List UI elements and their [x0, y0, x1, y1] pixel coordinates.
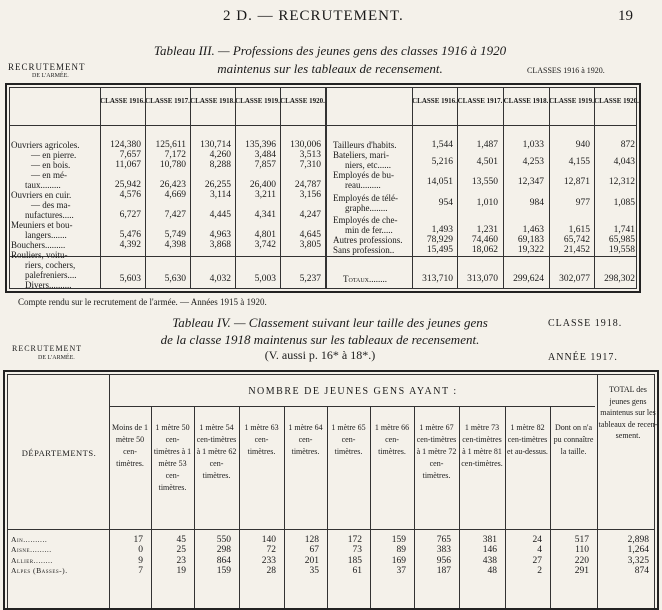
page-number: 19 — [618, 8, 633, 24]
t3-cell: 298,302 — [604, 274, 635, 284]
t3-cell: 313,710 — [422, 274, 453, 284]
t4-cell: 45 — [176, 535, 186, 545]
t4-cell: 19 — [176, 566, 186, 577]
t4-dept-name: Alpes (Basses-). — [11, 566, 68, 576]
t4-cell: 438 — [482, 555, 497, 566]
t3-cell: 7,172 — [164, 150, 186, 160]
t3-row-label: reau......... — [345, 180, 381, 190]
t3-left-label-sub: DE L'ARMÉE. — [32, 73, 69, 79]
t3-cell: 3,868 — [209, 240, 231, 250]
t4-col-header: 1 mètre 73 cen-timètres à 1 mètre 81 cen-timètres. — [461, 423, 503, 468]
t3-row-label: Bateliers, mari- — [333, 150, 389, 160]
t3-row-label: Tailleurs d'habits. — [333, 140, 397, 150]
t3-row-label: niers, etc...... — [345, 160, 391, 170]
t4-cell: 291 — [574, 566, 589, 577]
t3-col-header: CLASSE 1917. — [457, 97, 503, 105]
running-header — [0, 8, 662, 30]
t3-cell: 4,801 — [254, 230, 276, 240]
t4-cell: 3,325 — [627, 555, 649, 566]
t3-cell: 74,460 — [471, 235, 498, 245]
t3-cell: 4,963 — [209, 230, 231, 240]
t3-cell: 1,544 — [431, 140, 453, 150]
t3-cell: 4,645 — [299, 230, 321, 240]
t3-cell: 1,231 — [476, 225, 498, 235]
t4-dept-name: Allier........ — [11, 555, 53, 565]
t3-cell: 125,611 — [155, 140, 186, 150]
t4-cell: 17 — [133, 535, 143, 545]
t3-cell: 4,260 — [209, 150, 231, 160]
t3-source-note: Compte rendu sur le recrutement de l'armée. — Années 1915 à 1920. — [18, 297, 267, 307]
t3-cell: 5,237 — [299, 274, 321, 284]
t3-row-label: — en mé- — [31, 170, 67, 180]
t3-cell: 299,624 — [513, 274, 544, 284]
t3-cell: 11,067 — [115, 160, 141, 170]
t3-col-header: CLASSE 1920. — [280, 97, 325, 105]
t4-cell: 2 — [537, 566, 542, 577]
t3-cell: 4,247 — [299, 210, 321, 220]
t3-row-label: Ouvriers agricoles. — [11, 140, 80, 150]
t3-col-header: CLASSE 1917. — [145, 97, 190, 105]
t3-cell: 65,985 — [608, 235, 635, 245]
t4-cell: 146 — [482, 545, 497, 556]
t3-cell: 26,255 — [204, 180, 231, 190]
t4-left-label-sub: DE L'ARMÉE. — [38, 355, 75, 361]
t4-cell: 765 — [436, 535, 451, 545]
t3-cell: 7,657 — [119, 150, 141, 160]
t3-cell: 7,310 — [299, 160, 321, 170]
t3-col-header: CLASSE 1919. — [235, 97, 280, 105]
t4-col-header: 1 mètre 50 cen-timètres à 1 mètre 53 cen-timètres. — [153, 423, 192, 492]
t3-cell: 4,501 — [476, 157, 498, 167]
t3-cell: 984 — [529, 198, 544, 208]
t4-cell: 233 — [261, 555, 276, 566]
t3-cell: 19,322 — [517, 245, 544, 255]
t3-row-label: palefreniers.... — [25, 270, 77, 280]
t3-cell: 10,780 — [159, 160, 186, 170]
t3-cell: 135,396 — [245, 140, 276, 150]
t3-row-label: — des ma- — [31, 200, 71, 210]
t4-col-header: 1 mètre 63 cen-timètres. — [244, 423, 279, 456]
section-title: 2 D. — RECRUTEMENT. — [223, 8, 404, 24]
t4-col-header: 1 mètre 66 cen-timètres. — [374, 423, 410, 456]
t3-cell: 4,445 — [209, 210, 231, 220]
t3-totals-label: Totaux........ — [343, 274, 388, 284]
t3-cell: 5,749 — [164, 230, 186, 240]
t4-cell: 1,264 — [627, 545, 649, 556]
t3-cell: 1,741 — [613, 225, 635, 235]
t4-cell: 73 — [352, 545, 362, 556]
t3-cell: 1,033 — [522, 140, 544, 150]
t4-title-3: (V. aussi p. 16* à 18*.) — [264, 348, 376, 362]
t3-col-header: CLASSE 1916. — [412, 97, 457, 105]
t4-cell: 381 — [482, 535, 497, 545]
t4-cell: 956 — [436, 555, 451, 566]
t3-col-header: CLASSE 1916. — [100, 97, 145, 105]
t3-cell: 3,742 — [254, 240, 276, 250]
t4-cell: 25 — [176, 545, 186, 556]
t3-cell: 302,077 — [559, 274, 590, 284]
t4-cell: 4 — [537, 545, 542, 556]
t3-cell: 26,400 — [249, 180, 276, 190]
t3-cell: 4,155 — [568, 157, 590, 167]
t4-cell: 169 — [391, 555, 406, 566]
t3-cell: 8,288 — [209, 160, 231, 170]
t4-cell: 27 — [532, 555, 542, 566]
t4-cell: 383 — [436, 545, 451, 556]
t3-cell: 65,742 — [563, 235, 590, 245]
t4-cell: 172 — [347, 535, 362, 545]
t4-cell: 874 — [634, 566, 649, 577]
t4-col-header: 1 mètre 64 cen-timètres. — [288, 423, 323, 456]
t4-cell: 159 — [216, 566, 231, 577]
table-3 — [5, 83, 641, 293]
t3-cell: 3,114 — [209, 190, 231, 200]
t3-col-header: CLASSE 1919. — [549, 97, 594, 105]
t3-cell: 4,341 — [254, 210, 276, 220]
t3-cell: 12,871 — [563, 177, 590, 187]
t3-row-label: Autres professions. — [333, 235, 403, 245]
t3-cell: 124,380 — [110, 140, 141, 150]
t4-cell: 61 — [352, 566, 362, 577]
t3-cell: 6,727 — [119, 210, 141, 220]
t3-row-label: Rouliers, voitu- — [11, 250, 68, 260]
t3-title-2: maintenus sur les tableaux de recensement. — [217, 61, 443, 76]
t3-cell: 13,550 — [471, 177, 498, 187]
t4-cell: 550 — [216, 535, 231, 545]
t4-cell: 9 — [138, 555, 143, 566]
t4-cell: 28 — [266, 566, 276, 577]
t3-row-label: Employés de bu- — [333, 170, 394, 180]
t3-row-label: Divers.......... — [25, 280, 72, 290]
t3-row-label: Ouvriers en cuir. — [11, 190, 72, 200]
t3-row-label: graphe........ — [345, 203, 388, 213]
t3-cell: 4,253 — [522, 157, 544, 167]
t4-cell: 24 — [532, 535, 542, 545]
t4-col-header: Dont on n'a pu connaître la taille. — [553, 423, 594, 456]
t3-cell: 5,630 — [164, 274, 186, 284]
t3-row-label: Meuniers et bou- — [11, 220, 73, 230]
t3-cell: 872 — [620, 140, 635, 150]
t4-cell: 140 — [261, 535, 276, 545]
t3-cell: 940 — [575, 140, 590, 150]
t4-cell: 7 — [138, 566, 143, 577]
t4-right-label: CLASSE 1918. — [548, 318, 623, 329]
t3-cell: 1,085 — [613, 198, 635, 208]
t4-cell: 23 — [176, 555, 186, 566]
t4-cell: 185 — [347, 555, 362, 566]
t3-cell: 4,576 — [119, 190, 141, 200]
t4-total-header: TOTAL des jeunes gens maintenus sur les tableaux de recen-sement. — [598, 385, 658, 440]
t3-cell: 5,603 — [119, 274, 141, 284]
t3-cell: 25,942 — [114, 180, 141, 190]
t3-left-label: RECRUTEMENT — [8, 62, 86, 72]
t3-row-label: taux......... — [25, 180, 61, 190]
t3-cell: 954 — [438, 198, 453, 208]
t3-row-label: Employés de che- — [333, 215, 398, 225]
t3-cell: 7,427 — [164, 210, 186, 220]
t3-cell: 5,003 — [254, 274, 276, 284]
t3-cell: 21,452 — [563, 245, 590, 255]
t3-cell: 78,929 — [426, 235, 453, 245]
t3-row-label: — en bois. — [31, 160, 71, 170]
t4-dept-name: Aisne......... — [11, 545, 52, 555]
t3-cell: 24,787 — [294, 180, 321, 190]
t3-cell: 12,347 — [517, 177, 544, 187]
t3-cell: 5,476 — [119, 230, 141, 240]
t3-cell: 3,156 — [299, 190, 321, 200]
t3-cell: 19,558 — [608, 245, 635, 255]
t4-cell: 864 — [216, 555, 231, 566]
t3-col-header: CLASSE 1920. — [594, 97, 639, 105]
t4-col-header: 1 mètre 65 cen-timètres. — [331, 423, 366, 456]
t3-cell: 7,857 — [254, 160, 276, 170]
t3-cell: 4,392 — [119, 240, 141, 250]
t3-cell: 977 — [575, 198, 590, 208]
t4-title-2: de la classe 1918 maintenus sur les tableaux de recensement. — [160, 332, 480, 347]
t3-cell: 5,216 — [431, 157, 453, 167]
t3-cell: 26,423 — [159, 180, 186, 190]
t4-cell: 187 — [436, 566, 451, 577]
t3-cell: 15,495 — [426, 245, 453, 255]
t4-right-label-2: ANNÉE 1917. — [548, 352, 618, 363]
t4-left-label: RECRUTEMENT — [12, 344, 83, 353]
t3-row-label: min de fer..... — [345, 225, 393, 235]
t3-cell: 14,051 — [426, 177, 453, 187]
t4-col-header: Moins de 1 mètre 50 cen-timètres. — [112, 423, 148, 468]
t4-title: Tableau IV. — Classement suivant leur taille des jeunes gens — [172, 315, 488, 330]
t4-cell: 220 — [574, 555, 589, 566]
t4-cell: 2,898 — [627, 535, 649, 545]
t4-cell: 67 — [309, 545, 319, 556]
t3-cell: 1,010 — [476, 198, 498, 208]
t3-cell: 4,398 — [164, 240, 186, 250]
t4-dept-header: DÉPARTEMENTS. — [21, 448, 97, 458]
t3-cell: 12,312 — [608, 177, 635, 187]
t3-cell: 69,183 — [517, 235, 544, 245]
t3-col-header: CLASSE 1918. — [190, 97, 235, 105]
t3-cell: 1,615 — [568, 225, 590, 235]
t3-col-header: CLASSE 1918. — [503, 97, 549, 105]
t3-cell: 1,493 — [431, 225, 453, 235]
t4-cell: 72 — [266, 545, 276, 556]
t4-cell: 89 — [396, 545, 406, 556]
t3-cell: 4,043 — [613, 157, 635, 167]
t4-col-header: 1 mètre 54 cen-timètres à 1 mètre 62 cen-timètres. — [196, 423, 237, 480]
t3-cell: 3,484 — [254, 150, 276, 160]
t4-cell: 110 — [575, 545, 589, 556]
t4-cell: 298 — [216, 545, 231, 556]
t3-cell: 4,032 — [209, 274, 231, 284]
t3-title: Tableau III. — Professions des jeunes gens des classes 1916 à 1920 — [153, 43, 507, 58]
t4-cell: 0 — [138, 545, 143, 556]
t3-cell: 130,714 — [200, 140, 231, 150]
t4-cell: 159 — [391, 535, 406, 545]
t3-cell: 18,062 — [471, 245, 498, 255]
t3-cell: 1,487 — [476, 140, 498, 150]
t3-cell: 130,006 — [290, 140, 321, 150]
t4-cell: 517 — [574, 535, 589, 545]
t3-cell: 3,211 — [254, 190, 276, 200]
t3-right-label: CLASSES 1916 à 1920. — [527, 66, 605, 75]
t4-cell: 201 — [304, 555, 319, 566]
t3-row-label: riers, cochers, — [25, 260, 76, 270]
t3-cell: 3,805 — [299, 240, 321, 250]
t3-row-label: Bouchers......... — [11, 240, 66, 250]
t3-cell: 1,463 — [522, 225, 544, 235]
t3-cell: 3,513 — [299, 150, 321, 160]
t4-group-header: NOMBRE DE JEUNES GENS AYANT : — [248, 386, 458, 397]
t3-cell: 4,669 — [164, 190, 186, 200]
t3-row-label: Sans profession.. — [333, 245, 395, 255]
t4-dept-name: Ain.......... — [11, 535, 48, 544]
t3-row-label: langers....... — [25, 230, 67, 240]
t3-cell: 313,070 — [467, 274, 498, 284]
t4-cell: 35 — [309, 566, 319, 577]
t4-cell: 48 — [487, 566, 497, 577]
t3-row-label: nufactures..... — [25, 210, 74, 220]
t4-col-header: 1 mètre 82 cen-timètres et au-dessus. — [507, 423, 548, 456]
t4-cell: 37 — [396, 566, 406, 577]
t3-row-label: Employés de télé- — [333, 193, 398, 203]
t3-row-label: — en pierre. — [31, 150, 77, 160]
t4-col-header: 1 mètre 67 cen-timètres à 1 mètre 72 cen-timètres. — [416, 423, 457, 480]
t4-cell: 128 — [304, 535, 319, 545]
table-4 — [3, 370, 659, 610]
